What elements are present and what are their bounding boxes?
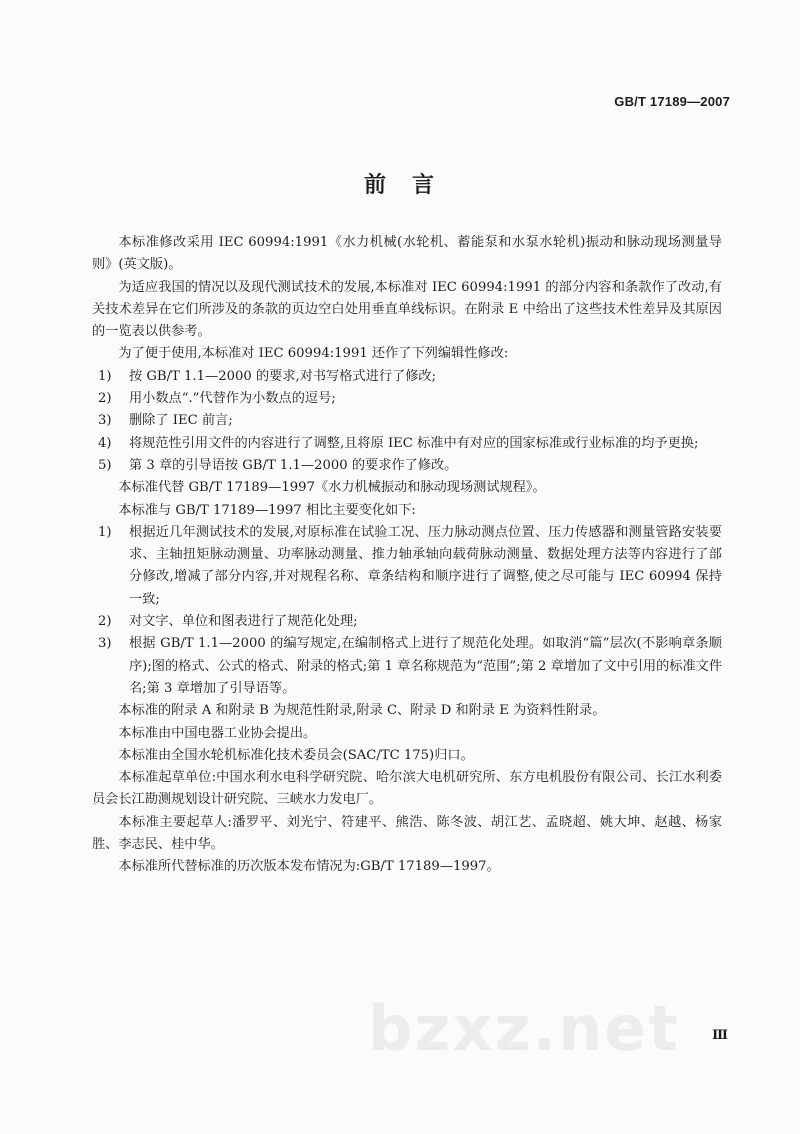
- list-item: [92, 410, 722, 432]
- list-item-text: 将规范性引用文件的内容进行了调整,且将原 IEC 标准中有对应的国家标准或行业标准的均予更换;: [129, 435, 699, 451]
- list-item-number: 3): [98, 636, 112, 652]
- page-title: 前 言: [363, 173, 436, 198]
- list-item-number: 1): [98, 368, 112, 384]
- list-item-number: 2): [98, 391, 112, 407]
- paragraph-proposed-by: 本标准由中国电器工业协会提出。: [118, 725, 317, 741]
- paragraph-under-jurisdiction: 本标准由全国水轮机标准化技术委员会(SAC/TC 175)归口。: [118, 747, 474, 763]
- editorial-changes-list: [92, 366, 722, 477]
- list-item-text: 根据近几年测试技术的发展,对原标准在试验工况、压力脉动测点位置、压力传感器和测量管路安装要求、主轴扭矩脉动测量、功率脉动测量、推力轴承轴向载荷脉动测量、数据处理方法等内容进行了部分修改,增减了部分内容,并对规程名称、章条结构和顺序进行了调整,使之尽可能与 IEC 60994 保持一致;: [129, 524, 722, 607]
- list-item-number: 5): [98, 457, 112, 473]
- list-item-text: 根据 GB/T 1.1—2000 的编写规定,在编制格式上进行了规范化处理。如取消“篇”层次(不影响章条顺序);图的格式、公式的格式、附录的格式;第 1 章名称规范为“范围”;第 2 章增加了文中引用的标准文件名;第 3 章增加了引导语等。: [129, 636, 723, 696]
- main-changes-list: [92, 522, 722, 700]
- watermark: bzxz.net: [368, 992, 680, 1065]
- paragraph-changes-intro: 本标准与 GB/T 17189—1997 相比主要变化如下:: [118, 502, 416, 518]
- page-number: Ⅲ: [712, 1028, 728, 1043]
- list-item-text: 用小数点“.”代替作为小数点的逗号;: [129, 391, 336, 407]
- list-item: [92, 455, 722, 477]
- list-item: [92, 611, 722, 633]
- foreword-body: [92, 232, 722, 879]
- list-item-number: 2): [98, 614, 112, 630]
- list-item: [92, 388, 722, 410]
- paragraph-adoption: 本标准修改采用 IEC 60994:1991《水力机械(水轮机、蓄能泵和水泵水轮机)振动和脉动现场测量导则》(英文版)。: [92, 235, 722, 273]
- paragraph-version-history: 本标准所代替标准的历次版本发布情况为:GB/T 17189—1997。: [118, 859, 500, 875]
- list-item: [92, 433, 722, 455]
- paragraph-drafting-units: 本标准起草单位:中国水利水电科学研究院、哈尔滨大电机研究所、东方电机股份有限公司、长江水利委员会长江勘测规划设计研究院、三峡水力发电厂。: [92, 770, 722, 808]
- paragraph-annexes: 本标准的附录 A 和附录 B 为规范性附录,附录 C、附录 D 和附录 E 为资料性附录。: [118, 703, 606, 719]
- list-item-text: 删除了 IEC 前言;: [129, 413, 233, 429]
- list-item: [92, 522, 722, 611]
- list-item-number: 4): [98, 435, 112, 451]
- list-item-text: 按 GB/T 1.1—2000 的要求,对书写格式进行了修改;: [129, 368, 437, 384]
- paragraph-replaces: 本标准代替 GB/T 17189—1997《水力机械振动和脉动现场测试规程》。: [118, 480, 546, 496]
- list-item: [92, 633, 722, 700]
- paragraph-drafters: 本标准主要起草人:潘罗平、刘光宁、符建平、熊浩、陈冬波、胡江艺、孟晓超、姚大坤、赵越、杨家胜、李志民、桂中华。: [92, 814, 722, 853]
- paragraph-editorial-intro: 为了便于使用,本标准对 IEC 60994:1991 还作了下列编辑性修改:: [118, 346, 509, 362]
- list-item-number: 3): [98, 413, 112, 429]
- paragraph-technical-differences: 为适应我国的情况以及现代测试技术的发展,本标准对 IEC 60994:1991 的部分内容和条款作了改动,有关技术差异在它们所涉及的条款的页边空白处用垂直单线标识。在附录 E 中给出了这些技术性差异及其原因的一览表以供参考。: [92, 279, 722, 340]
- list-item: [92, 366, 722, 388]
- list-item-text: 第 3 章的引导语按 GB/T 1.1—2000 的要求作了修改。: [129, 457, 458, 473]
- standard-code: GB/T 17189—2007: [614, 94, 730, 109]
- list-item-number: 1): [98, 524, 112, 540]
- list-item-text: 对文字、单位和图表进行了规范化处理;: [129, 614, 358, 630]
